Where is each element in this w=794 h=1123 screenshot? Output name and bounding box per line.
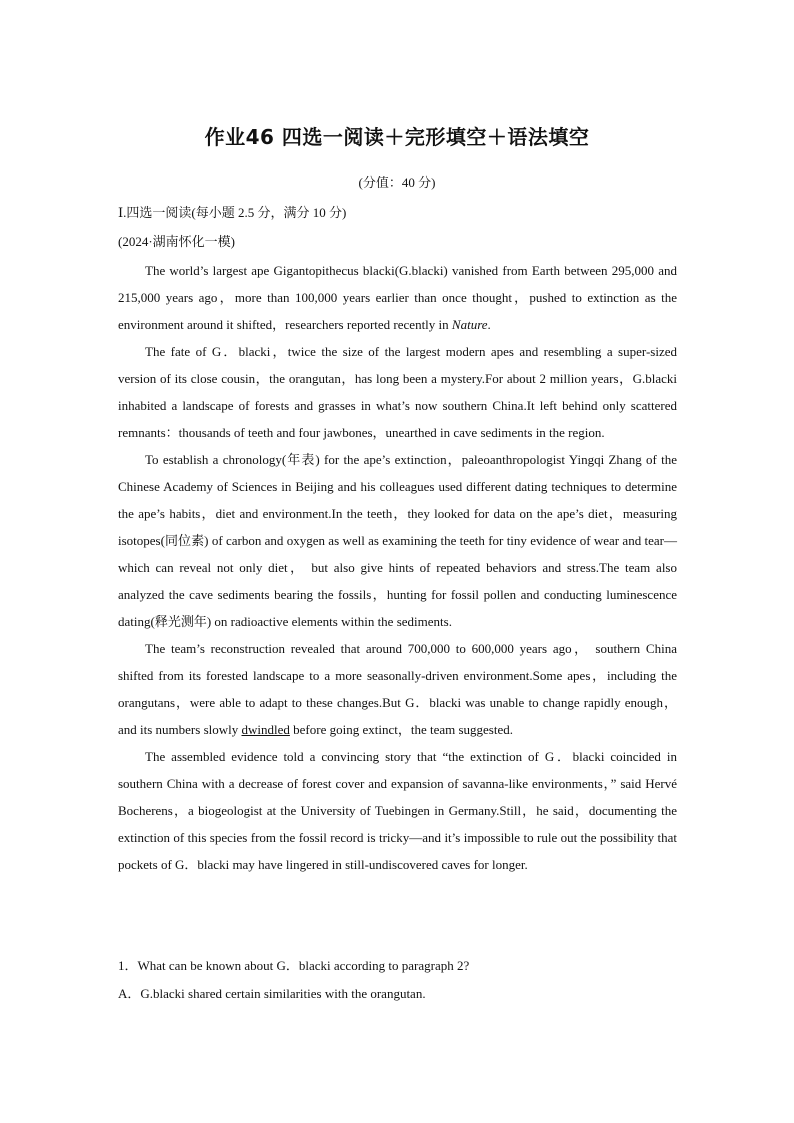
reading-passage xyxy=(118,257,677,878)
paragraph-2: The fate of G．blacki，twice the size of the largest modern apes and resembling a super-sized version of its close cousin，the orangutan，has long been a mystery.For about 2 million years，G.blacki inhabited a landscape of forests and grasses in what’s now southern China.It left behind only scattered remnants：thousands of teeth and four jawbones，unearthed in cave sediments in the region. xyxy=(118,344,677,440)
section-heading: Ⅰ.四选一阅读(每小题 2.5 分，满分 10 分) xyxy=(118,205,347,220)
question-stem: 1．What can be known about G．blacki according to paragraph 2? xyxy=(118,958,470,973)
paragraph-1: The world’s largest ape Gigantopithecus blacki(G.blacki) vanished from Earth between 295,000 and 215,000 years ago，more than 100,000 years earlier than once thought，pushed to extinction as the environment around it shifted，researchers reported recently in Nature. xyxy=(118,263,677,332)
score-note: (分值：40 分) xyxy=(358,175,436,190)
page-title: 作业46 四选一阅读＋完形填空＋语法填空 xyxy=(204,125,590,149)
paragraph-4: The team’s reconstruction revealed that around 700,000 to 600,000 years ago， southern China shifted from its forested landscape to a more seasonally-driven environment.Some apes，including the orangutans，were able to adapt to these changes.But G．blacki was unable to change rapidly enough，and its numbers slowly dwindled before going extinct，the team suggested. xyxy=(118,641,677,737)
paragraph-5: The assembled evidence told a convincing story that “the extinction of G．blacki coincided in southern China with a decrease of forest cover and expansion of savanna-like environments，” said Hervé Bocherens，a biogeologist at the University of Tuebingen in Germany.Still，he said，documenting the extinction of this species from the fossil record is tricky—and it’s impossible to rule out the possibility that pockets of G．blacki may have lingered in still-undiscovered caves for longer. xyxy=(118,749,677,872)
source-note: (2024·湖南怀化一模) xyxy=(118,234,235,249)
journal-name: Nature xyxy=(451,317,488,332)
option-a: A．G.blacki shared certain similarities with the orangutan. xyxy=(118,986,426,1001)
paragraph-3: To establish a chronology(年表) for the ape’s extinction，paleoanthropologist Yingqi Zhang of the Chinese Academy of Sciences in Beijing and his colleagues used different dating techniques to determine the ape’s habits，diet and environment.In the teeth，they looked for data on the ape’s diet，measuring isotopes(同位素) of carbon and oxygen as well as examining the teeth for tiny evidence of wear and tear—which can reveal not only diet， but also give hints of repeated behaviors and stress.The team also analyzed the cave sediments bearing the fossils，hunting for fossil pollen and conducting luminescence dating(释光测年) on radioactive elements within the sediments. xyxy=(118,452,677,629)
underlined-word: dwindled xyxy=(241,722,290,737)
